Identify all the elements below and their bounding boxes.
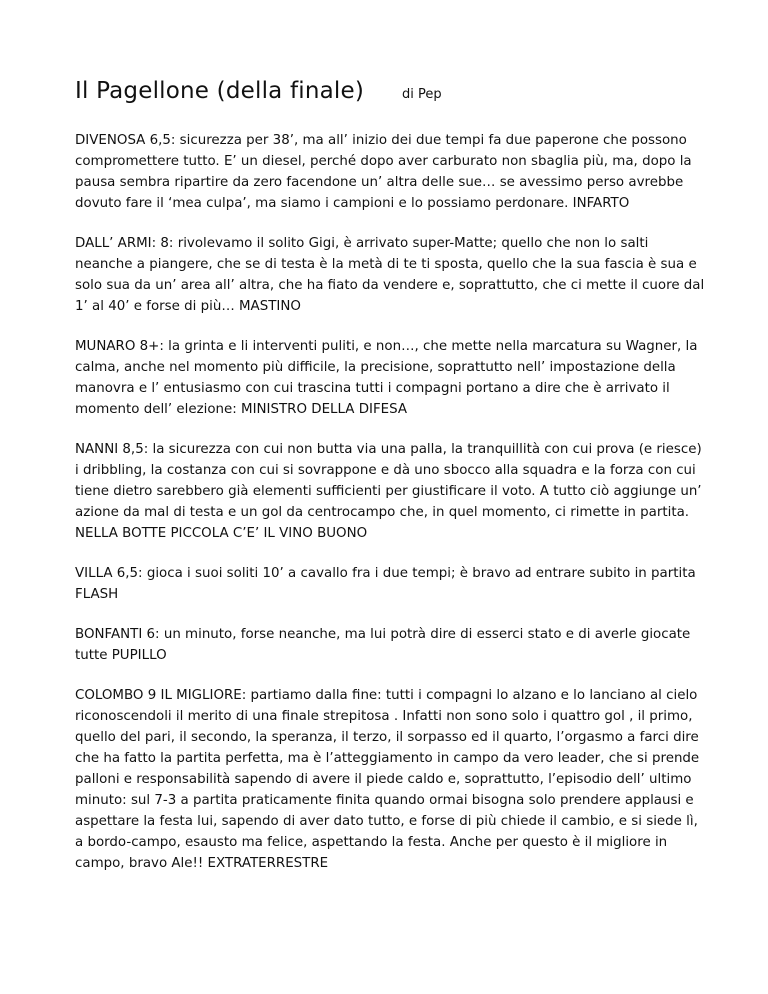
- document-header: [75, 78, 705, 104]
- paragraph-villa: VILLA 6,5: gioca i suoi soliti 10’ a cavallo fra i due tempi; è bravo ad entrare subito in partita FLASH: [75, 566, 696, 602]
- paragraph-munaro: MUNARO 8+: la grinta e li interventi puliti, e non…, che mette nella marcatura su Wagner, la calma, anche nel momento più difficile, la precisione, soprattutto nell’ impostazione della manovra e l’ entusiasmo con cui trascina tutti i compagni portano a dire che è arrivato il momento dell’ elezione: MINISTRO DELLA DIFESA: [75, 339, 698, 417]
- document-title: Il Pagellone (della finale): [75, 78, 365, 104]
- paragraph-dallarmi: DALL’ ARMI: 8: rivolevamo il solito Gigi, è arrivato super-Matte; quello che non lo salti neanche a piangere, che se di testa è la metà di te ti sposta, quello che la sua fascia è sua e solo sua da un’ area all’ altra, che ha fiato da vendere e, soprattutto, che ci mette il cuore dal 1’ al 40’ e forse di più… MASTINO: [75, 236, 705, 314]
- paragraph-colombo: COLOMBO 9 IL MIGLIORE: partiamo dalla fine: tutti i compagni lo alzano e lo lanciano al cielo riconoscendoli il merito di una finale strepitosa . Infatti non sono solo i quattro gol , il primo, quello del pari, il secondo, la speranza, il terzo, il sorpasso ed il quarto, l’orgasmo a farci dire che ha fatto la partita perfetta, ma è l’atteggiamento in campo da vero leader, che si prende palloni e responsabilità sapendo di avere il piede caldo e, soprattutto, l’episodio dell’ ultimo minuto: sul 7-3 a partita praticamente finita quando ormai bisogna solo prendere applausi e aspettare la festa lui, sapendo di aver dato tutto, e forse di più chiede il cambio, e si siede lì, a bordo-campo, esausto ma felice, aspettando la festa. Anche per questo è il migliore in campo, bravo Ale!! EXTRATERRESTRE: [75, 688, 700, 871]
- paragraph-divenosa: DIVENOSA 6,5: sicurezza per 38’, ma all’ inizio dei due tempi fa due paperone che possono compromettere tutto. E’ un diesel, perché dopo aver carburato non sbaglia più, ma, dopo la pausa sembra ripartire da zero facendone un’ altra delle sue… se avessimo perso avrebbe dovuto fare il ‘mea culpa’, ma siamo i campioni e lo possiamo perdonare. INFARTO: [75, 133, 692, 211]
- paragraph-bonfanti: BONFANTI 6: un minuto, forse neanche, ma lui potrà dire di esserci stato e di averle giocate tutte PUPILLO: [75, 627, 691, 663]
- document-author: di Pep: [402, 87, 442, 102]
- document-page: [75, 78, 705, 893]
- paragraph-nanni: NANNI 8,5: la sicurezza con cui non butta via una palla, la tranquillità con cui prova (e riesce) i dribbling, la costanza con cui si sovrappone e dà uno sbocco alla squadra e la forza con cui tiene dietro sarebbero già elementi sufficienti per giustificare il voto. A tutto ciò aggiunge un’ azione da mal di testa e un gol da centrocampo che, in quel momento, ci rimette in partita. NELLA BOTTE PICCOLA C’E’ IL VINO BUONO: [75, 442, 702, 541]
